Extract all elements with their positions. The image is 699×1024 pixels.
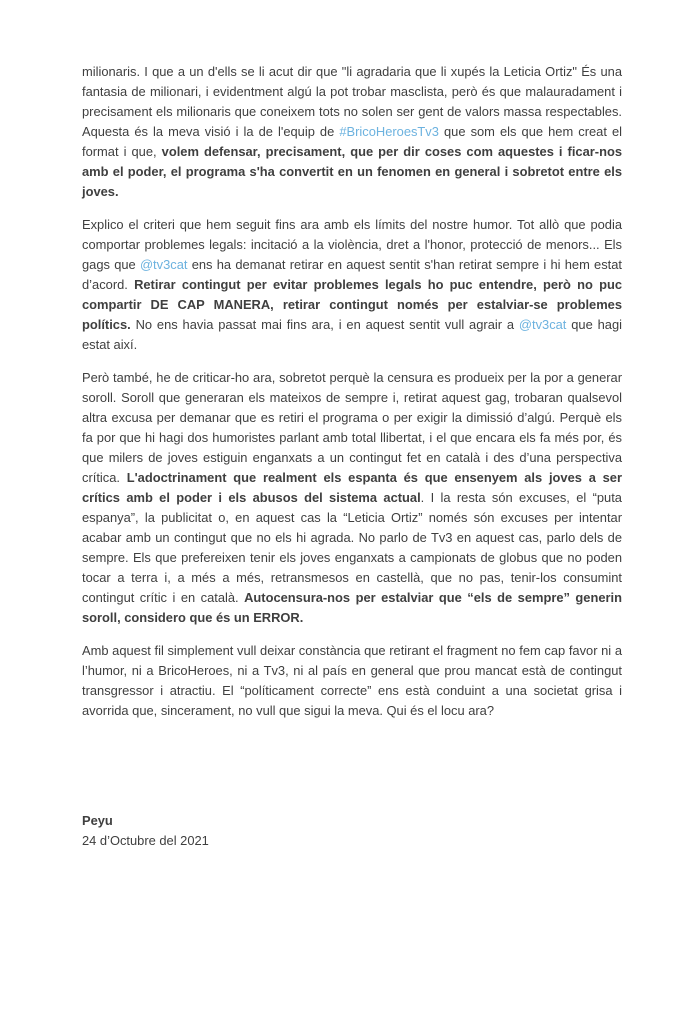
document-body (82, 62, 622, 721)
paragraph (82, 641, 622, 721)
text-segment: . I la resta són excuses, el “puta espanya”, la publicitat o, en aquest cas la “Leticia Ortiz” només són excuses per intentar acabar amb un contingut que no els hi agrada. No parlo de Tv3 en aquest cas, parlo dels de sempre. Els que prefereixen tenir els joves enganxats a campionats de globus que no poden tocar a terra i, a més a més, retransmesos en castellà, que no pas, tenir-los consumint contingut crític i en català. (82, 490, 622, 605)
text-segment: que hagi estat així. (82, 317, 622, 352)
signature-date: 24 d’Octubre del 2021 (82, 833, 209, 848)
mention-tv3cat-link[interactable]: @tv3cat (518, 317, 567, 332)
paragraph (82, 368, 622, 628)
text-segment: milionaris. I que a un d'ells se li acut dir que "li agradaria que li xupés la Leticia Ortiz" És una fantasia de milionari, i evidentment algú la pot trobar masclista, però és que malauradament i precisament els milionaris que coneixem tots no solen ser gent de valors massa respectables. Aquesta és la meva visió i la de l'equip de (82, 64, 622, 139)
text-segment: ens ha demanat retirar en aquest sentit s'han retirat sempre i hi hem estat d’acord. (82, 257, 622, 292)
mention-tv3cat-link[interactable]: @tv3cat (139, 257, 188, 272)
text-segment: Però també, he de criticar-ho ara, sobretot perquè la censura es produeix per la por a generar soroll. Soroll que generaran els mateixos de sempre i, retirat aquest gag, trobaran qualsevol altra excusa per demanar que es retiri el programa o per exigir la dimissió d’algú. Perquè els fa por que hi hagi dos humoristes parlant amb total llibertat, i el que encara els fa més por, és que milers de joves estiguin enganxats a un contingut fet en català i des d’una perspectiva crítica. (82, 370, 622, 485)
text-segment: Amb aquest fil simplement vull deixar constància que retirant el fragment no fem cap favor ni a l’humor, ni a BricoHeroes, ni a Tv3, ni al país en general que prou mancat està de contingut transgressor i atractiu. El “políticament correcte” ens està conduint a una societat grisa i avorrida que, sincerament, no vull que sigui la meva. Qui és el locu ara? (82, 643, 622, 718)
text-segment: No ens havia passat mai fins ara, i en aquest sentit vull agrair a (130, 317, 519, 332)
bold-text-segment: volem defensar, precisament, que per dir coses com aquestes i ficar-nos amb el poder, el programa s'ha convertit en un fenomen en general i sobretot entre els joves. (82, 144, 622, 199)
paragraph (82, 62, 622, 202)
signature-block (82, 811, 622, 851)
text-segment: que som els que hem creat el format i que, (82, 124, 622, 159)
bold-text-segment: Retirar contingut per evitar problemes legals ho puc entendre, però no puc compartir DE CAP MANERA, retirar contingut només per estalviar-se problemes polítics. (82, 277, 622, 332)
signature-name: Peyu (82, 813, 113, 828)
hashtag-bricoheroestv3-link[interactable]: #BricoHeroesTv3 (339, 124, 439, 139)
text-segment: Explico el criteri que hem seguit fins ara amb els límits del nostre humor. Tot allò que podia comportar problemes legals: incitació a la violència, dret a l'honor, protecció de menors... Els gags que (82, 217, 622, 272)
bold-text-segment: Autocensura-nos per estalviar que “els de sempre” generin soroll, considero que és un ERROR. (82, 590, 622, 625)
paragraph (82, 215, 622, 355)
bold-text-segment: L'adoctrinament que realment els espanta és que ensenyem als joves a ser crítics amb el poder i els abusos del sistema actual (82, 470, 622, 505)
